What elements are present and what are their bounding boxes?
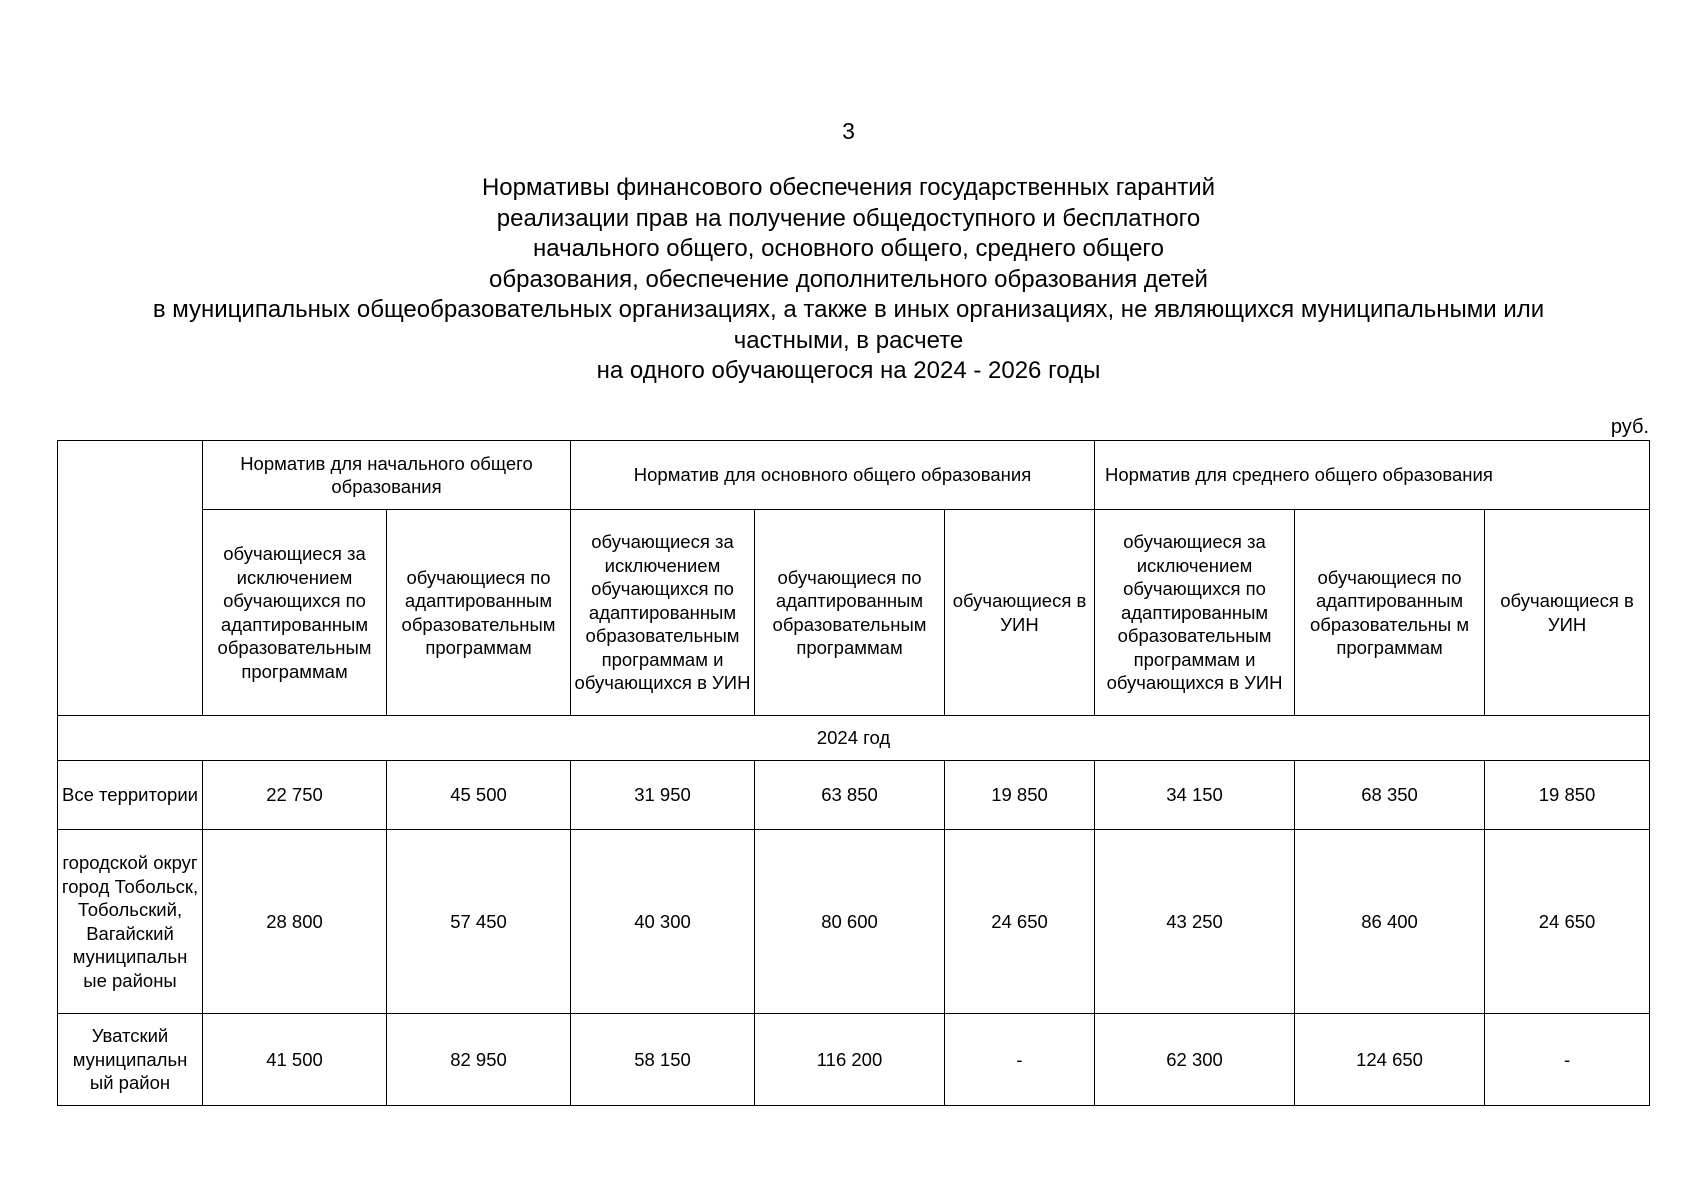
- column-header: обучающиеся по адаптированным образовательным программам: [755, 510, 945, 716]
- year-row: [58, 716, 1650, 761]
- table-row: [58, 1014, 1650, 1106]
- table-cell: 43 250: [1095, 830, 1295, 1014]
- empty-corner-cell: [58, 441, 203, 716]
- table-cell: 62 300: [1095, 1014, 1295, 1106]
- column-header: обучающиеся по адаптированным образовательным программам: [387, 510, 571, 716]
- table-subheader-row: [58, 510, 1650, 716]
- column-header: обучающиеся за исключением обучающихся по адаптированным образовательным программам: [203, 510, 387, 716]
- title-line: Нормативы финансового обеспечения государственных гарантий: [481, 174, 1216, 201]
- title-line: начального общего, основного общего, среднего общего: [533, 235, 1164, 262]
- table-cell: 80 600: [755, 830, 945, 1014]
- row-label: Уватский муниципальн ый район: [58, 1014, 203, 1106]
- column-header: обучающиеся за исключением обучающихся по адаптированным образовательным программам и обучающихся в УИН: [1095, 510, 1295, 716]
- table-cell: 63 850: [755, 761, 945, 830]
- table-cell: 34 150: [1095, 761, 1295, 830]
- table-cell: 57 450: [387, 830, 571, 1014]
- row-label: Все территории: [58, 761, 203, 830]
- group-header-basic: Норматив для основного общего образования: [571, 441, 1095, 510]
- table-cell: 28 800: [203, 830, 387, 1014]
- year-label: 2024 год: [58, 716, 1650, 761]
- title-line: реализации прав на получение общедоступного и бесплатного: [496, 204, 1201, 232]
- table-cell: 86 400: [1295, 830, 1485, 1014]
- table-cell: -: [945, 1014, 1095, 1106]
- table-cell: 19 850: [1485, 761, 1650, 830]
- group-header-primary: Норматив для начального общего образования: [203, 441, 571, 510]
- table-cell: -: [1485, 1014, 1650, 1106]
- title-line: на одного обучающегося на 2024 - 2026 годы: [596, 357, 1101, 384]
- table-row: [58, 761, 1650, 830]
- table-row: [58, 830, 1650, 1014]
- column-header: обучающиеся в УИН: [1485, 510, 1650, 716]
- title-line: частными, в расчете: [733, 326, 964, 354]
- norms-table: [57, 440, 1650, 1106]
- table-cell: 82 950: [387, 1014, 571, 1106]
- table-cell: 58 150: [571, 1014, 755, 1106]
- document-title: [70, 173, 1627, 387]
- unit-label: руб.: [1610, 416, 1649, 438]
- title-line: в муниципальных общеобразовательных организациях, а также в иных организациях, не являющихся муниципальными или: [152, 296, 1545, 323]
- table-header-row: [58, 441, 1650, 510]
- title-line: образования, обеспечение дополнительного образования детей: [489, 265, 1208, 293]
- column-header: обучающиеся в УИН: [945, 510, 1095, 716]
- page-number: 3: [842, 118, 855, 144]
- table-cell: 24 650: [945, 830, 1095, 1014]
- table-cell: 116 200: [755, 1014, 945, 1106]
- row-label: городской округ город Тобольск, Тобольский, Вагайский муниципальн ые районы: [58, 830, 203, 1014]
- table-cell: 41 500: [203, 1014, 387, 1106]
- table-cell: 40 300: [571, 830, 755, 1014]
- column-header: обучающиеся за исключением обучающихся по адаптированным образовательным программам и обучающихся в УИН: [571, 510, 755, 716]
- table-cell: 45 500: [387, 761, 571, 830]
- table-cell: 24 650: [1485, 830, 1650, 1014]
- column-header: обучающиеся по адаптированным образовательны м программам: [1295, 510, 1485, 716]
- table-cell: 124 650: [1295, 1014, 1485, 1106]
- table-cell: 31 950: [571, 761, 755, 830]
- table-cell: 19 850: [945, 761, 1095, 830]
- table-cell: 22 750: [203, 761, 387, 830]
- group-header-secondary: Норматив для среднего общего образования: [1095, 441, 1650, 510]
- table-cell: 68 350: [1295, 761, 1485, 830]
